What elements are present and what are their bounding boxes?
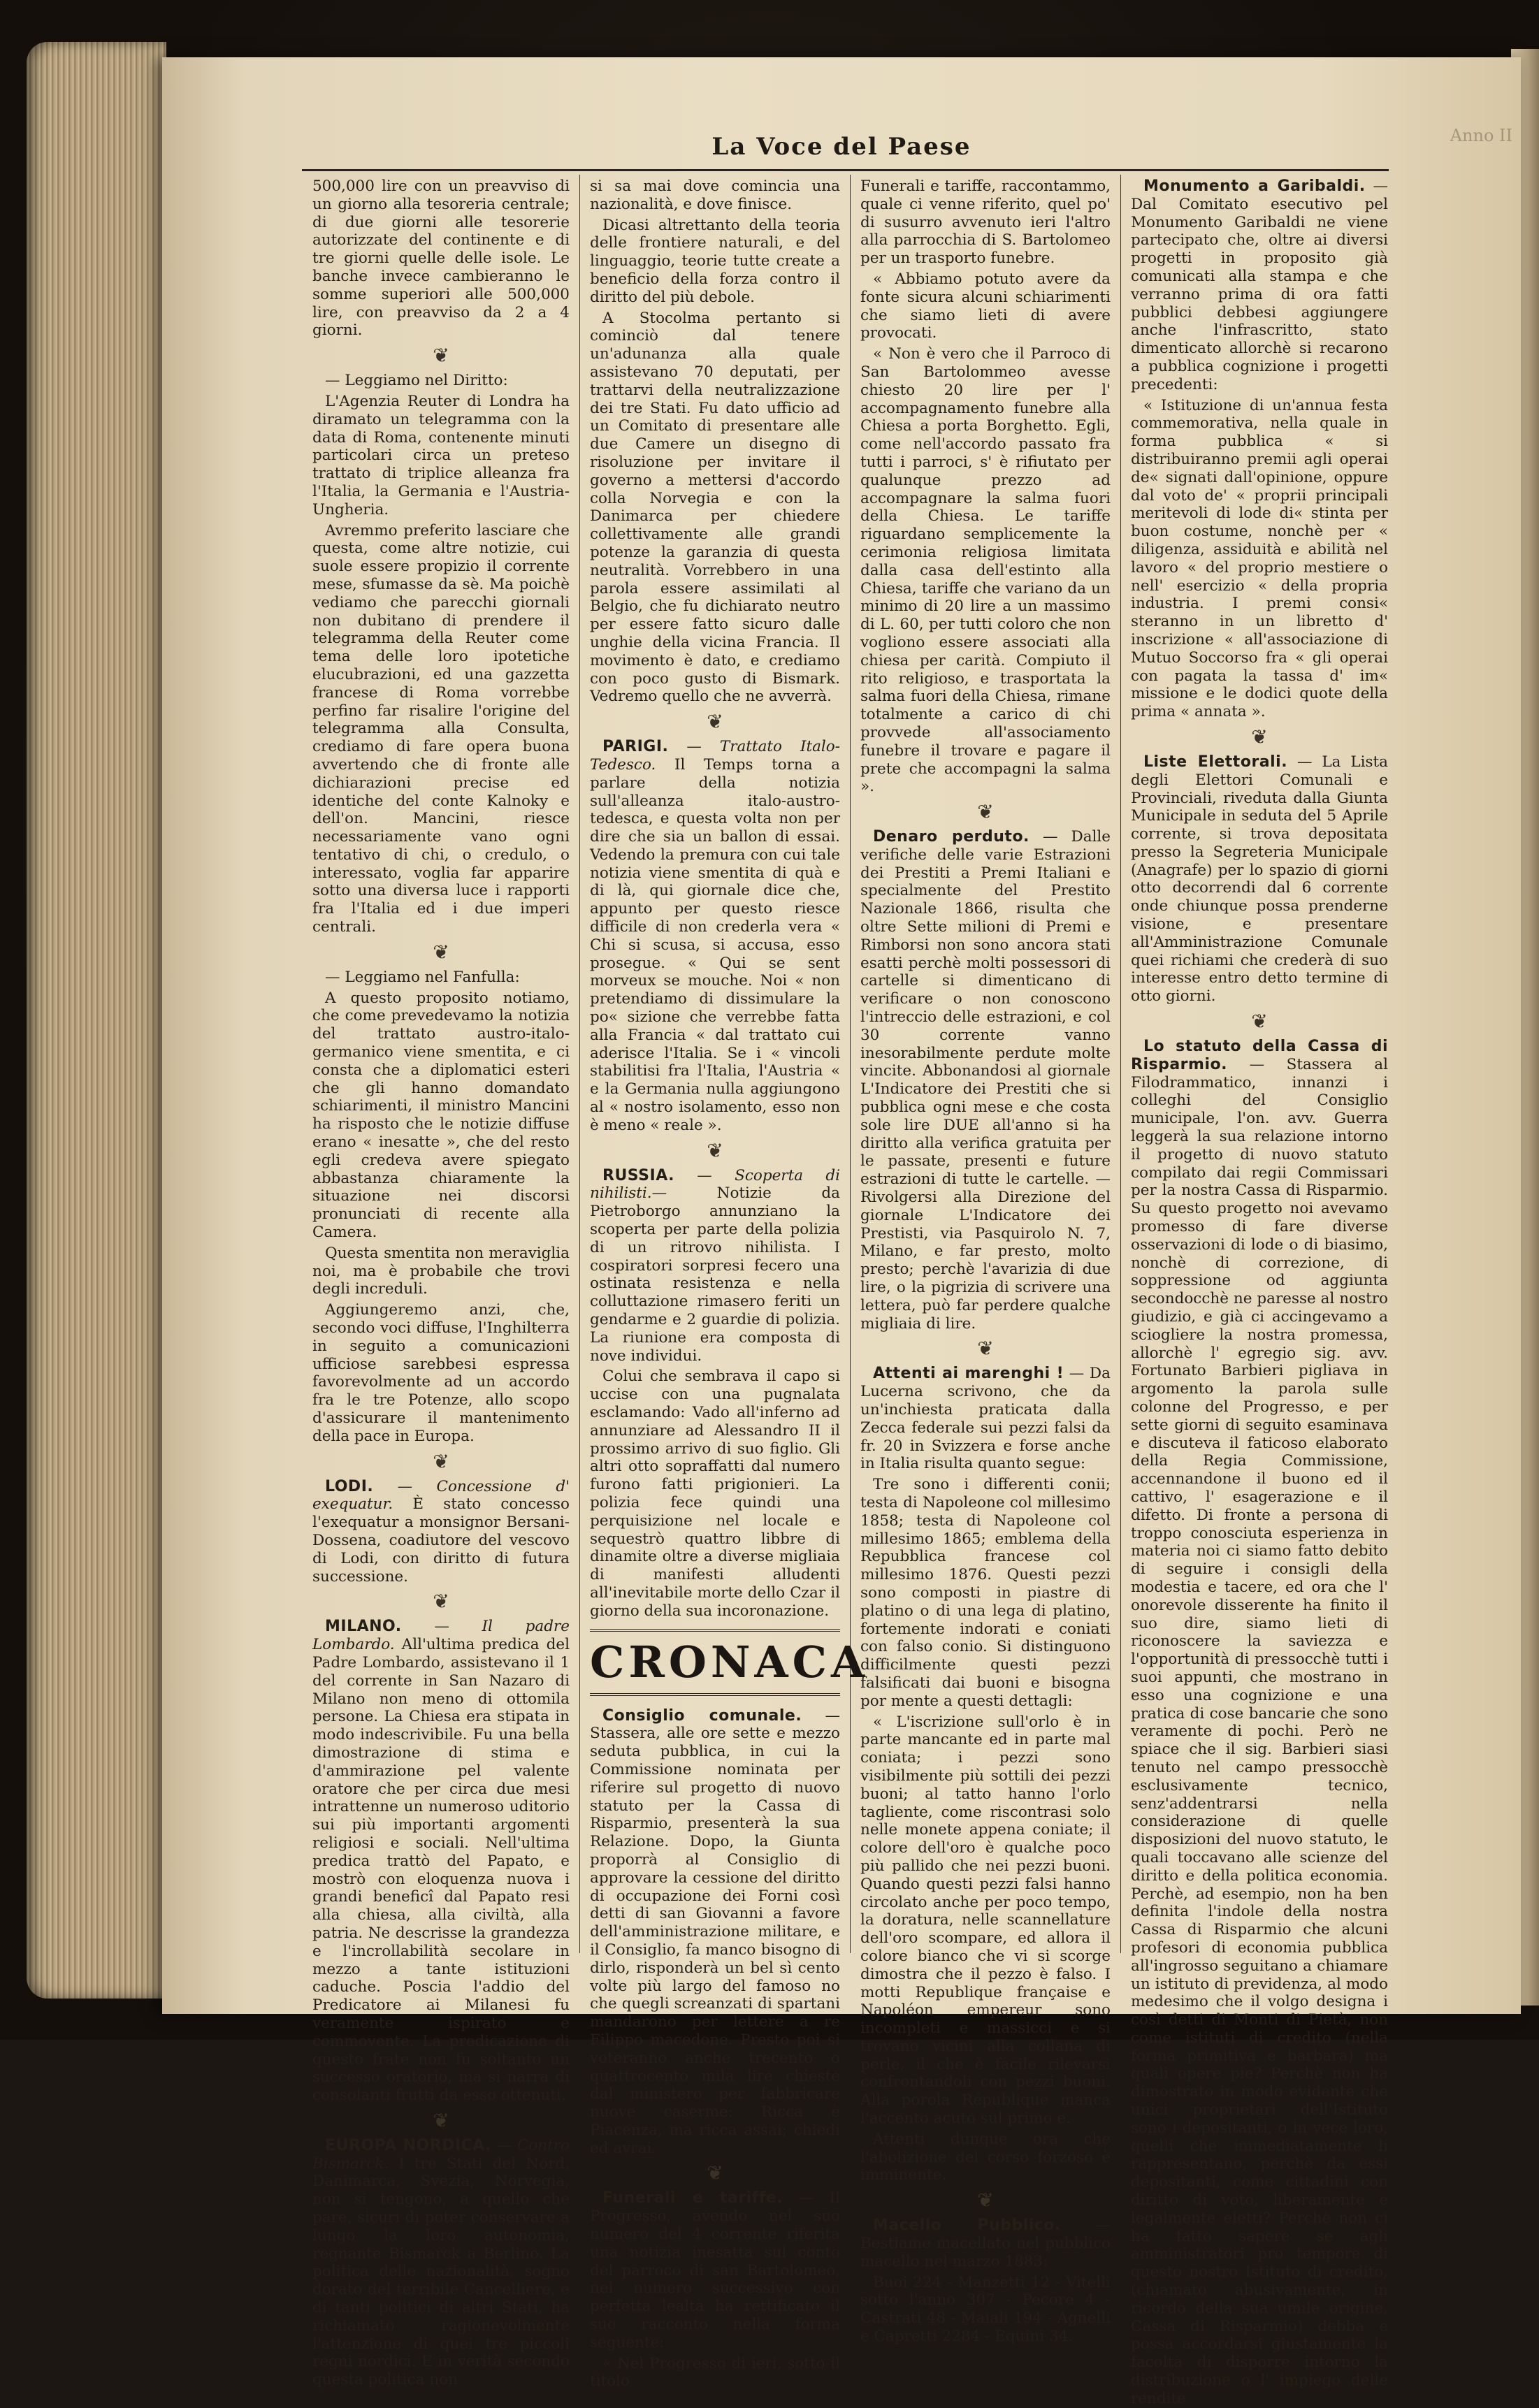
- ornament-icon: ❦: [433, 344, 449, 368]
- section-heading-marenghi: Attenti ai marenghi !: [873, 1365, 1064, 1383]
- article-text: — Dal Comitato esecutivo pel Monumento Garibaldi ne viene partecipato che, oltre ai diversi progetti in proposito già comunicati alla stampa e che verranno prima di ora fatti pubblici debbesi aggiungere anche l'infrascritto, stato dimenticato allorchè si recarono a pubblica cognizione i progetti precedenti:: [1131, 177, 1388, 393]
- article-text: « Nel Progresso di ieri, sotto il titolo: [590, 2354, 840, 2391]
- article-text: si sa mai dove comincia una nazionalità, e dove finisce.: [590, 177, 840, 213]
- article-text: — Stassera, alle ore sette e mezzo seduta pubblica, in cui la Commissione nominata per riferire sul progetto di nuovo statuto per la Cassa di Risparmio, presenterà la sua Relazione. Dopo, la Giunta proporrà al Consiglio di approvare la cessione del diritto di occupazione dei Forni così detti di san Giovanni a favore dell'amministrazione militare, e il Consiglio, fa manco bisogno di dirlo, risponderà un bel sì cento volte più largo del famoso no che quegli screanzati di spartani mandarono per lettere a re Filippo macedone. Presto poi si voteranno anche trecento o quattrocento mila lire chieste dal ministero per fabbricare nuove caserme: Ricca è Piacenza, ma ricca assai; chiedi ed avrai.: [590, 1706, 840, 2157]
- article-text: Funerali e tariffe, raccontammo, quale ci venne riferito, quel po' di susurro avvenuto ieri l'altro alla parrocchia di S. Bartolomeo per un trasporto funebre.: [860, 177, 1111, 268]
- article-lead: — Leggiamo nel Diritto:: [325, 372, 508, 390]
- book-page-edges: [27, 42, 166, 1999]
- article-text: A questo proposito notiamo, che come prevedevamo la notizia del trattato austro-italo-germanico viene smentita, e ci consta che a diplomatici esteri che gli hanno domandato schiarimenti, il ministro Mancini ha risposto che le notizie diffuse erano « inesatte », che del resto egli credeva avere spiegato abbastanza chiaramente la situazione nei discorsi pronunciati di recente alla Camera.: [312, 989, 570, 1242]
- section-heading-europa-nordica: EUROPA NORDICA.: [325, 2136, 492, 2154]
- section-heading-lodi: LODI.: [325, 1477, 374, 1495]
- section-subtitle: — Trattato Italo-Tedesco.: [590, 738, 840, 774]
- article-text: Avremmo preferito lasciare che questa, come altre notizie, cui suole essere propizio il corrente mese, sfumasse da sè. Ma poichè vediamo che parecchi giornali non dubitano di prendere il telegramma della Reuter come tema delle loro ipotetiche elucubrazioni, ed una gazzetta francese di Roma vorrebbe perfino far risalire l'origine del telegramma alla Consulta, crediamo di fare opera buona avvertendo che di fronte alle dichiarazioni precise ed identiche del conte Kalnoky e dell'on. Mancini, riesce necessariamente vano ogni tentativo di chi, o credulo, o interessato, voglia far apparire sotto una diversa luce i rapporti fra l'Italia ed i due imperi centrali.: [312, 521, 570, 936]
- article-russia: [590, 1167, 840, 1365]
- article-text: Questa smentita non meraviglia noi, ma è probabile che trovi degli increduli.: [312, 1244, 570, 1298]
- section-heading-denaro: Denaro perduto.: [873, 828, 1029, 846]
- article-garibaldi: [1131, 177, 1388, 394]
- article-text: — Stassera al Filodrammatico, innanzi i colleghi del Consiglio municipale, l'on. avv. Guerra leggerà la sua relazione intorno il progetto di nuovo statuto compilato dai regii Commissari per la nostra Cassa di Risparmio. Su questo progetto noi avevamo promesso di fare diverse osservazioni di lode o di biasimo, nonchè di correzione, di soppressione od aggiunta secondocchè ne paresse al nostro giudizio, e già ci accingevamo a sciogliere la nostra promessa, allorchè l' egregio sig. avv. Fortunato Barbieri pigliava in argomento la parola sulle colonne del Progresso, e per sette giorni di seguito esaminava e discuteva il faticoso elaborato della Regia Commissione, accennandone il buono ed il cattivo, l' esagerazione e il difetto. Di fronte a persona di troppo conosciuta esperienza in materia noi ci siamo fatto debito di seguire i consigli della modestia e tacere, ed ora che l' onorevole disserente ha finito il suo dire, siamo lieti di riconoscere la saviezza e l'opportunità di pressocchè tutti i suoi appunti, che mostrano in esso una cognizione e una pratica di cose bancarie che sono veramente di pochi. Però ne spiace che il sig. Barbieri siasi tenuto nel campo pressocchè esclusivamente tecnico, senz'addentrarsi nella considerazione di quelle disposizioni del nuovo statuto, le quali toccavano alle scienze del diritto e della politica economia. Perchè, ad esempio, non ha ben definita l'indole della nostra Cassa di Risparmio che alcuni profesori di economia pubblica all'ingrosso seguitano a chiamare un istituto di previdenza, al modo medesimo che il volgo designa i così detti di Monti di Pietà, non come istituti di credito (nella forma primitiva e barbara) ma quali opere pie? Perchè non ha dimostrato in modo evidente che unici proprietari dell'Istituto sono i depositanti, o in vece loro, quelli che immediatamente li rappresentano, perchè da essi depositanti, come cittadini con diritto di voto, liberamente e legalmente eletti? Perchè non ci ha fatto sapere se agli amministratori pro tempore di questo nostro Istituto di credito, (chiamato abusivamente, in ricordo della sua umile origine, Cassa di Risparmio) debba e possa accordarsi giustamente la facoltà di disporre intorno la distribuzione o l' impiego delle rendite: [1131, 1055, 1388, 2407]
- page-corner-mark: Anno II: [1450, 126, 1512, 145]
- section-heading-macello: Macello Pubblico.: [873, 2217, 1061, 2235]
- article-text: Colui che sembrava il capo si uccise con una pugnalata esclamando: Vado all'inferno ad annunziare ad Alessandro II il prossimo arrivo di suo figlio. Gli altri otto sopraffatti dal numero furono fatti prigionieri. La polizia fece quindi una perquisizione nel locale e sequestrò quattro libbre di dinamite oltre a diverse migliaia di manifesti alludenti all'inevitabile morte dello Czar il giorno della sua incoronazione.: [590, 1368, 840, 1620]
- article-liste: [1131, 753, 1388, 1006]
- newspaper-page: [162, 57, 1521, 2407]
- article-text: Attenti dunque ora che l'abolizione del corso forzoso è imminente.: [860, 2130, 1111, 2184]
- article-consiglio: [590, 1707, 840, 2158]
- article-marenghi: [860, 1365, 1111, 1473]
- article-text: — Bestiame macellato nel pubblico macello nel marzo 1883:: [860, 2217, 1111, 2270]
- ornament-icon: ❦: [433, 1449, 449, 1473]
- section-heading-funerali: Funerali e tariffe.: [602, 2189, 783, 2207]
- article-text: A Stocolma pertanto si cominciò dal tenere un'adunanza alla quale assistevano 70 deputati, per trattarvi della neutralizzazione dei tre Stati. Fu dato ufficio ad un Comitato di presentare alle due Camere un disegno di risoluzione per invitare il governo a mettersi d'accordo colla Norvegia e con la Danimarca per chiedere collettivamente alle grandi potenze la garanzia di questa neutralità. Vorrebbero in una parola essere assimilati al Belgio, che fu dichiarato neutro per essere fatto sicuro dalle unghie della vicina Francia. Il movimento è dato, e crediamo con poco gusto di Bismark. Vedremo quello che ne avverrà.: [590, 309, 840, 706]
- ornament-icon: ❦: [1251, 1010, 1268, 1033]
- ornament-icon: ❦: [707, 2161, 723, 2185]
- article-text: I tre Stati del Nord, Danimarca, Svezia, Norvegia, non si tengono, a quello che pare, sicuri di poter conservare a lungo la loro autonomia, regnante Bismarck a Berlino. La politica delle nazionalità, sogno dorato del terribile Cancelliere, e di tanti politici di altri Stati, ha richiamato ragionevolmente l'attenzione di quei tre piccoli regni nordici. E in verità secondo questa politica non: [312, 2154, 570, 2389]
- article-text: È stato concesso l'exequatur a monsignor Bersani-Dossena, coadiutore del vescovo di Lodi, con diritto di futura successione.: [312, 1495, 570, 1586]
- column-3: [860, 177, 1111, 2346]
- article-text: « Abbiamo potuto avere da fonte sicura alcuni schiarimenti che siamo lieti di avere provocati.: [860, 270, 1111, 342]
- article-lodi: [312, 1478, 570, 1586]
- article-text: — Da Lucerna scrivono, che da un'inchiesta praticata dalla Zecca federale sui pezzi falsi da fr. 20 in Svizzera e forse anche in Italia risulta quanto segue:: [860, 1365, 1111, 1473]
- section-heading-statuto: Lo statuto della Cassa di Risparmio.: [1131, 1038, 1388, 1073]
- column-1: [312, 177, 570, 2389]
- article-milano: [312, 1618, 570, 2105]
- ornament-icon: ❦: [707, 710, 723, 734]
- column-rule: [579, 175, 580, 1953]
- masthead-rule: [302, 169, 1389, 171]
- article-text: Buoi 224 - Manzetti 12 - Vitelli sotto l'anno 307 - Pecore 4 - Castrati 48 - Maiali 194 - Agnelli e Capretti 2284 - Equini 34.: [860, 2273, 1111, 2346]
- article-parigi: [590, 738, 840, 1135]
- section-heading-garibaldi: Monumento a Garibaldi.: [1143, 177, 1366, 195]
- ornament-icon: ❦: [433, 1590, 449, 1613]
- article-statuto: [1131, 1038, 1388, 2408]
- column-2: [590, 177, 869, 2391]
- article-text: « Istituzione di un'annua festa commemorativa, nella quale in forma pubblica « si distribuiranno premii agli operai de« signati dall'opinione, oppure dal voto de' « proprii principali meritevoli di lode di« stinta per buon costume, nonchè per « diligenza, assiduità e abilità nel lavoro « del proprio mestiere o nell' esercizio « della propria industria. I premi consi« steranno in un libretto d' inscrizione « all'associazione di Mutuo Soccorso fra « gli operai con pagata la tassa d' im« missione e le dodici quote della prima « annata ».: [1131, 396, 1388, 721]
- article-text: « Non è vero che il Parroco di San Bartolommeo avesse chiesto 20 lire per l' accompagnamento funebre alla Chiesa a porta Borghetto. Egli, come nell'accordo passato fra tutti i parroci, s' è rifiutato per qualunque prezzo ad accompagnare la salma fuori della Chiesa. Le tariffe riguardano semplicemente la cerimonia religiosa limitata dalla casa dell'estinto alla Chiesa, tariffe che variano da un minimo di 20 lire a un massimo di L. 60, per tutti coloro che non vogliono essere associati alla chiesa per carità. Compiuto il rito religioso, e trasportata la salma fuori della Chiesa, rimane totalmente a carico di chi provvede all'associamento funebre il trovare e pagare il prete che accompagni la salma ».: [860, 345, 1111, 796]
- ornament-icon: ❦: [433, 2108, 449, 2132]
- column-rule: [1120, 175, 1121, 1953]
- article-text: All'ultima predica del Padre Lombardo, assistevano il 1 del corrente in San Nazaro di Milano non meno di ottomila persone. La Chiesa era stipata in modo indescrivibile. Fu una bella dimostrazione di stima e d'ammirazione pel valente oratore che per circa due mesi intrattenne un numeroso uditorio sui più importanti argomenti religiosi e sociali. Nell'ultima predica trattò del Papato, e mostrò con eloquenza nuova i grandi beneficî dal Papato resi alla chiesa, alla civiltà, alla patria. Ne descrisse la grandezza e l'incrollabilità secolare in mezzo a tante istituzioni caduche. Poscia l'addio del Predicatore ai Milanesi fu veramente ispirato e commovente. La predicazione di questo frate non fu soltanto un successo oratorio, ma si narra di consolanti frutti da esso ottenuti.: [312, 1636, 570, 2105]
- section-heading-parigi: PARIGI.: [602, 738, 669, 756]
- article-text: — La Lista degli Elettori Comunali e Provinciali, riveduta dalla Giunta Municipale in seduta del 5 Aprile corrente, si trova depositata presso la Segreteria Municipale (Anagrafe) per lo spazio di giorni otto decorrendi dal 6 corrente onde chiunque possa prenderne visione, e presentare all'Amministrazione Comunale quei richiami che crederà di suo interesse entro detto termine di otto giorni.: [1131, 753, 1388, 1006]
- section-heading-russia: RUSSIA.: [602, 1166, 674, 1184]
- article-text: L'Agenzia Reuter di Londra ha diramato un telegramma con la data di Roma, contenente minuti particolari circa un preteso trattato di triplice alleanza fra l'Italia, la Germania e l'Austria-Ungheria.: [312, 392, 570, 518]
- section-subtitle: — Contro Bismarck.: [312, 2136, 570, 2173]
- section-subtitle: — Scoperta di nihilisti.—: [590, 1166, 840, 1203]
- masthead: La Voce del Paese: [711, 133, 971, 161]
- article-text: 500,000 lire con un preavviso di un giorno alla tesoreria centrale; di due giorni alle tesorerie autorizzate del continente e di tre giorni quelle delle isole. Le banche invece cambieranno le somme superiori alle 500,000 lire, con preavviso da 2 a 4 giorni.: [312, 177, 570, 340]
- article-text: Notizie da Pietroborgo annunziano la scoperta per parte della polizia di un ritrovo nihilista. I cospiratori sorpresi fecero una ostinata resistenza e nella colluttazione rimasero feriti un gendarme e 2 guardie di polizia. La riunione era composta di nove individui.: [590, 1184, 840, 1365]
- article-lead: — Leggiamo nel Fanfulla:: [325, 968, 520, 986]
- article-denaro: [860, 828, 1111, 1333]
- section-heading-milano: MILANO.: [325, 1618, 402, 1636]
- ornament-icon: ❦: [1251, 725, 1268, 748]
- section-heading-liste: Liste Elettorali.: [1143, 753, 1288, 771]
- ornament-icon: ❦: [977, 2189, 994, 2212]
- section-heading-consiglio: Consiglio comunale.: [602, 1706, 802, 1725]
- ornament-icon: ❦: [433, 940, 449, 964]
- section-subtitle: — Il padre Lombardo.: [312, 1618, 570, 1654]
- ornament-icon: ❦: [707, 1138, 723, 1162]
- article-text: — Il Progresso, avendo nel suo numero del 4 corrente riferita una notizia inesatta sul conto del parroco di san Bartolomeo, nel numero successivo con perfetta lealtà ha rettificato il suo racconto nella forma seguente:: [590, 2189, 840, 2351]
- article-europa-nordica: [312, 2137, 570, 2389]
- article-text: — Dalle verifiche delle varie Estrazioni dei Prestiti a Premi Italiani e specialmente del Prestito Nazionale 1866, risulta che oltre Sette milioni di Premi e Rimborsi non sono ancora stati esatti perchè molti possessori di cartelle si dimenticano di verificare o non conoscono l'intreccio delle estrazioni, e col 30 corrente vanno inesorabilmente perdute molte vincite. Abbonandosi al giornale L'Indicatore dei Prestiti che si pubblica ogni mese e che costa sole lire DUE all'anno si ha diritto alla verifica gratuita per le passate, presenti e future estrazioni di tutte le cartelle. — Rivolgersi alla Direzione del giornale L'Indicatore dei Prestisti, via Pasquirolo N. 7, Milano, e far presto, molto presto; perchè l'avarizia di due lire, o la pigrizia di scrivere una lettera, può far perdere qualche migliaia di lire.: [860, 828, 1111, 1333]
- ornament-icon: ❦: [977, 1337, 994, 1361]
- article-text: « L'iscrizione sull'orlo è in parte mancante ed in parte mal coniata; i pezzi sono visibilmente più sottili dei pezzi buoni; al tatto hanno l'orlo tagliente, come riscontrasi solo nelle monete appena coniate; il colore dell'oro è qualche poco più pallido che nei pezzi buoni. Quando questi pezzi falsi hanno circolato anche per poco tempo, la doratura, nelle scannellature dell'oro scompare, ed allora il colore bianco che vi si scorge dimostra che il pezzo è falso. I motti Republique française e Napoléon empereur sono incompleti e massicci e si trovano vicini alla collana di perle, il che è facile rilevarsi confrontandoli con pezzi buoni. Alla porola République manca l'accento acuto sul primo e.: [860, 1713, 1111, 2128]
- ornament-icon: ❦: [977, 800, 994, 824]
- column-4: [1131, 177, 1388, 2407]
- cronaca-banner: CRONACA: [590, 1629, 840, 1696]
- article-text: Aggiungeremo anzi, che, secondo voci diffuse, l'Inghilterra in seguito a comunicazioni ufficiose sarebbesi espressa favorevolmente ad un accordo fra le tre Potenze, allo scopo d'assicurare il mantenimento della pace in Europa.: [312, 1301, 570, 1445]
- article-text: Il Temps torna a parlare della notizia sull'alleanza italo-austro-tedesca, e questa volta non per dire che sia un ballon di essai. Vedendo la premura con cui tale notizia viene smentita di quà e di là, qui giornale dice che, appunto per questo riesce difficile di non crederla vera « Chi si scusa, si accusa, esso prosegue. « Qui se sent morveux se mouche. Noi « non pretendiamo di dissimulare la po« sizione che verrebbe fatta alla Francia « dal trattato cui aderisce l'Italia. Se i « vincoli stabilitisi fra l'Italia, l'Austria « e la Germania nulla aggiungono al « nostro isolamento, esso non è meno « reale ».: [590, 755, 840, 1134]
- article-funerali: [590, 2189, 840, 2351]
- article-macello: [860, 2217, 1111, 2270]
- article-text: Dicasi altrettanto della teoria delle frontiere naturali, e del linguaggio, teorie tutte create a beneficio della forza contro il diritto del più debole.: [590, 216, 840, 306]
- section-subtitle: — Concessione d' exequatur.: [312, 1477, 570, 1514]
- article-text: Tre sono i differenti conii; testa di Napoleone col millesimo 1858; testa di Napoleone col millesimo 1865; emblema della Repubblica francese col millesimo 1876. Questi pezzi sono composti in piastre di platino o di una lega di platino, fortemente indorati e coniati con falso conio. Si distinguono difficilmente questi pezzi falsificati dai buoni e bisogna por mente a questi dettagli:: [860, 1476, 1111, 1710]
